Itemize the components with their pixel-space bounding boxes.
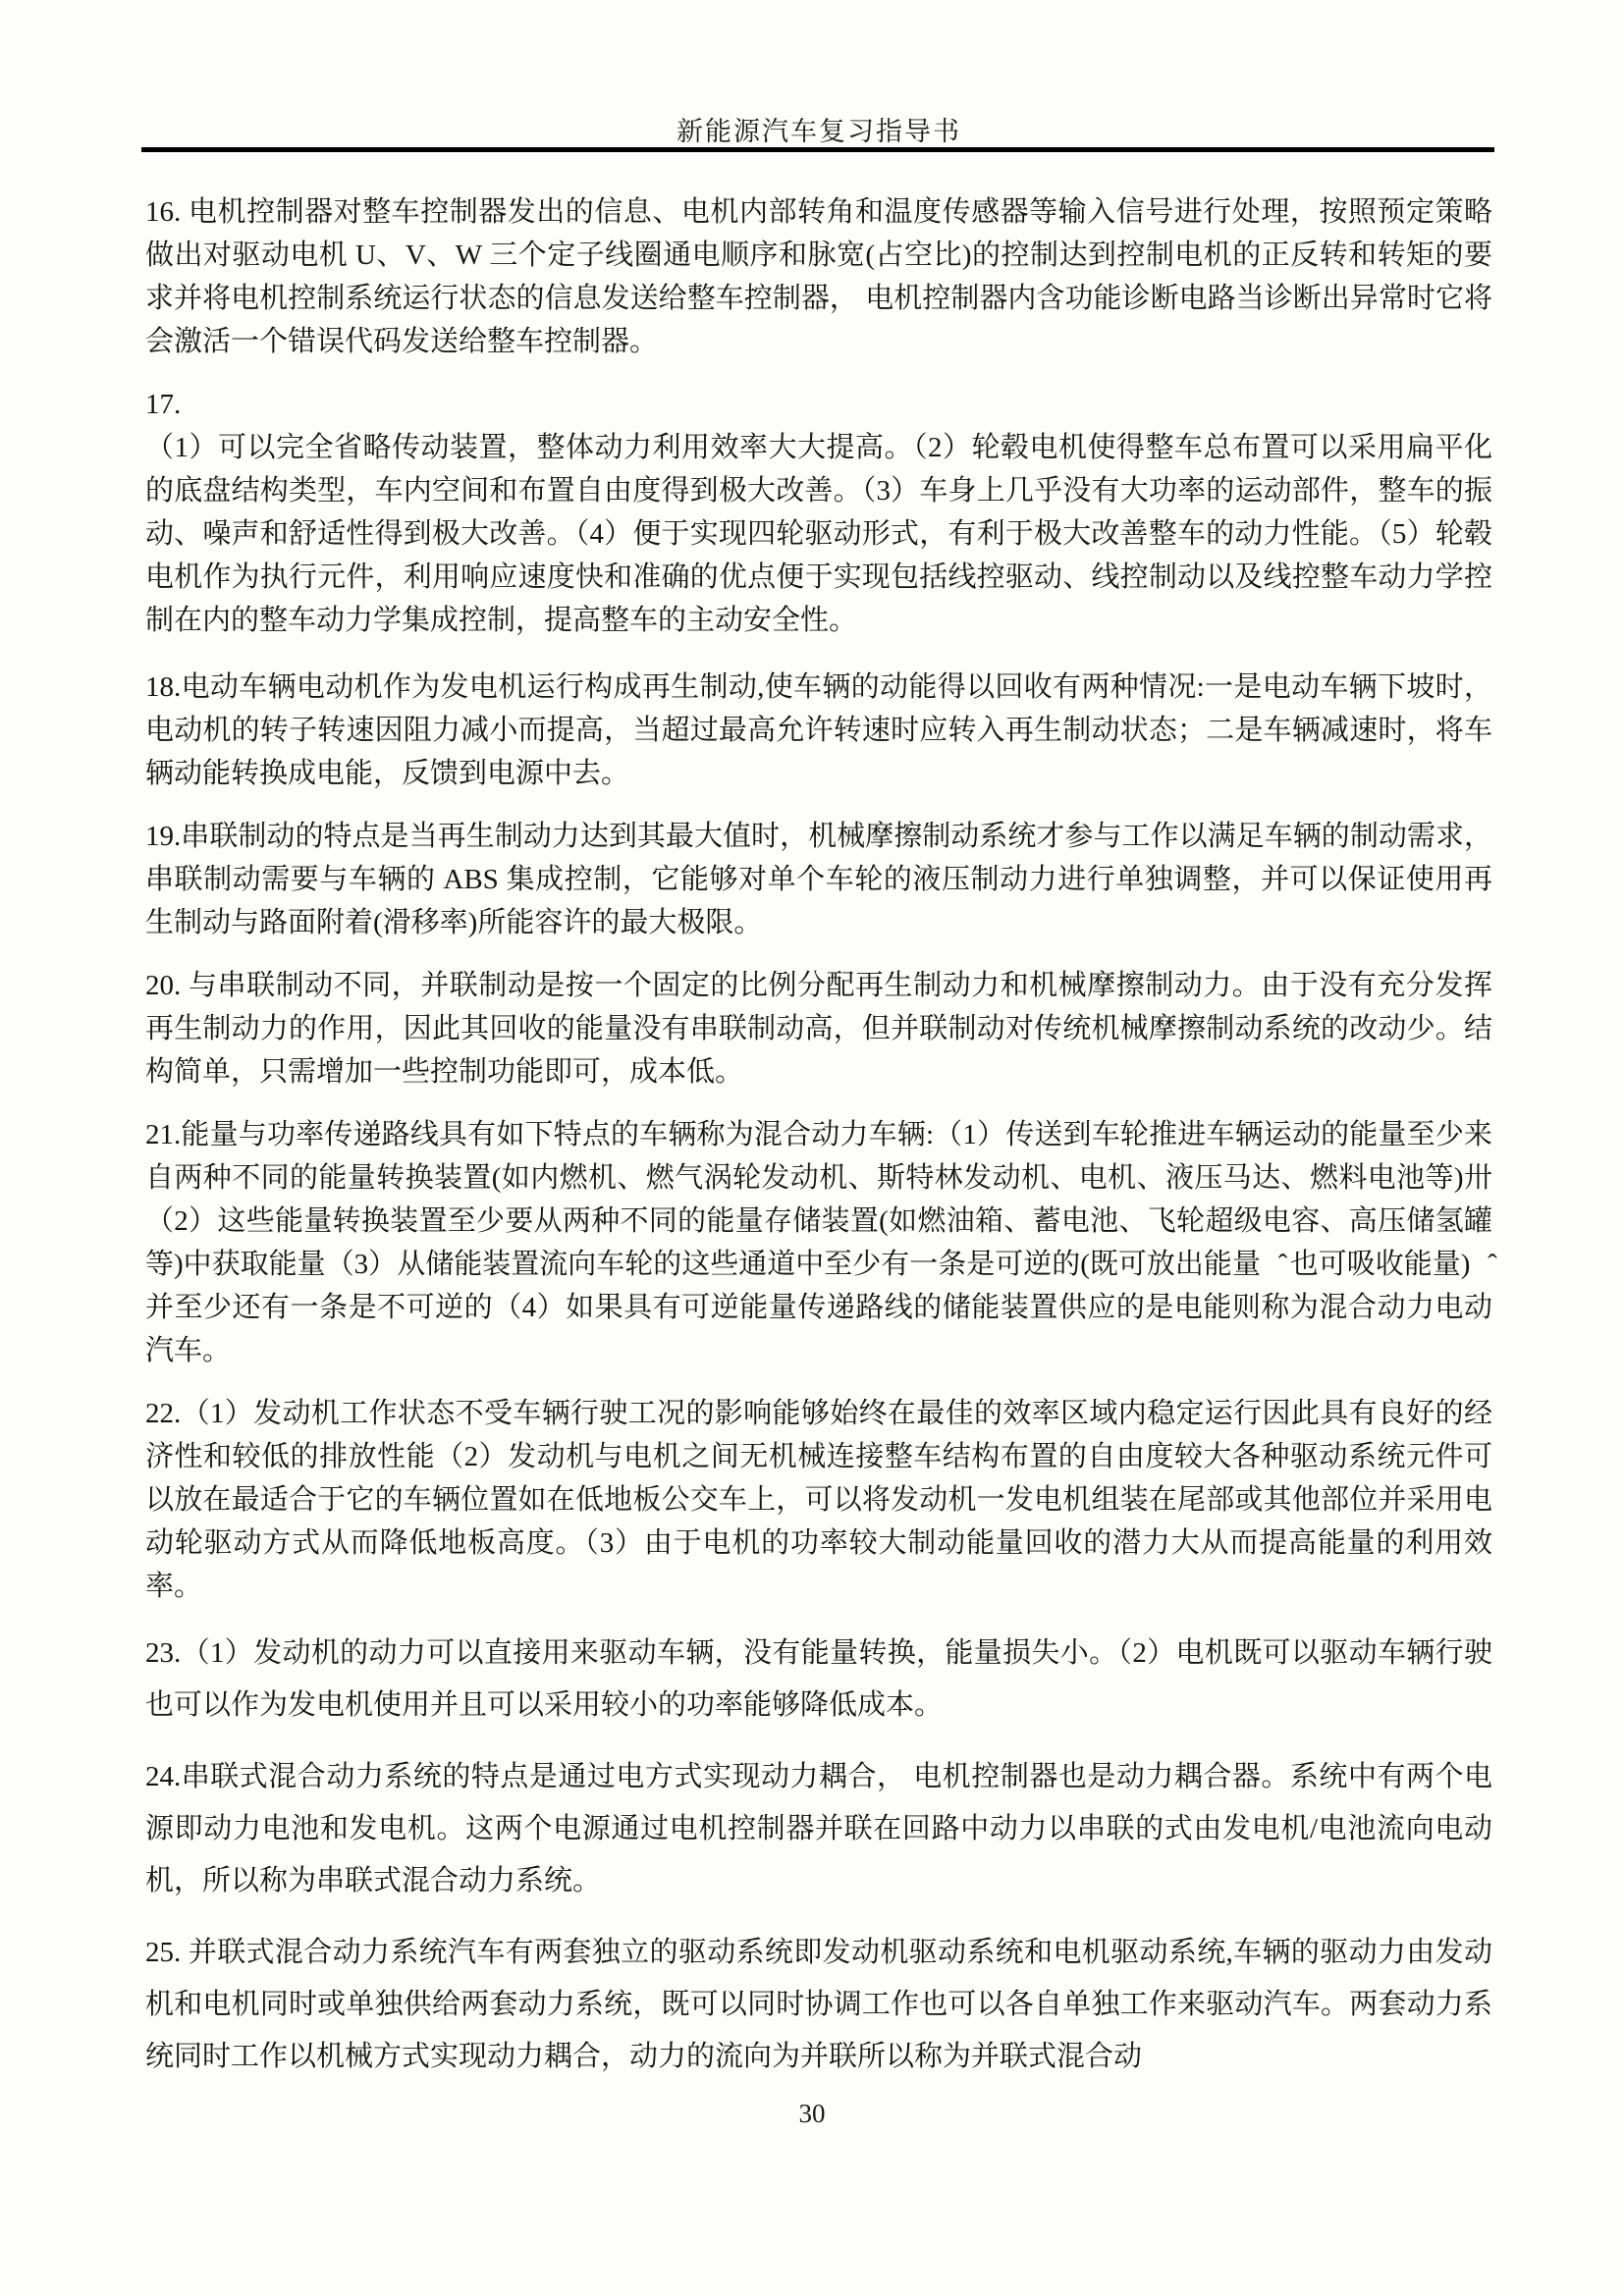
paragraph-22: 22.（1）发动机工作状态不受车辆行驶工况的影响能够始终在最佳的效率区域内稳定运行因此具有良好的经济性和较低的排放性能（2）发动机与电机之间无机械连接整车结构布置的自由度较大各种驱动系统元件可以放在最适合于它的车辆位置如在低地板公交车上，可以将发动机一发电机组装在尾部或其他部位并采用电动轮驱动方式从而降低地板高度。（3）由于电机的功率较大制动能量回收的潜力大从而提高能量的利用效率。 [145,1398,1492,1602]
paragraph-16: 16. 电机控制器对整车控制器发出的信息、电机内部转角和温度传感器等输入信号进行处理，按照预定策略做出对驱动电机 U、V、W 三个定子线圈通电顺序和脉宽(占空比)的控制达到控制电机的正反转和转矩的要求并将电机控制系统运行状态的信息发送给整车控制器， 电机控制器内含功能诊断电路当诊断出异常时它将会激活一个错误代码发送给整车控制器。 [145,196,1492,357]
paragraph-18: 18.电动车辆电动机作为发电机运行构成再生制动,使车辆的动能得以回收有两种情况:一是电动车辆下坡时，电动机的转子转速因阻力减小而提高，当超过最高允许转速时应转入再生制动状态；二是车辆减速时，将车辆动能转换成电能，反馈到电源中去。 [145,671,1492,789]
paragraph-23: 23.（1）发动机的动力可以直接用来驱动车辆，没有能量转换，能量损失小。（2）电机既可以驱动车辆行驶也可以作为发电机使用并且可以采用较小的功率能够降低成本。 [145,1637,1492,1721]
paragraph-17: （1）可以完全省略传动装置，整体动力利用效率大大提高。（2）轮毂电机使得整车总布置可以采用扁平化的底盘结构类型，车内空间和布置自由度得到极大改善。（3）车身上几乎没有大功率的运动部件，整车的振动、噪声和舒适性得到极大改善。（4）便于实现四轮驱动形式，有利于极大改善整车的动力性能。（5）轮毂电机作为执行元件，利用响应速度快和准确的优点便于实现包括线控驱动、线控制动以及线控整车动力学控制在内的整车动力学集成控制，提高整车的主动安全性。 [145,432,1492,636]
page-number: 30 [798,2099,826,2128]
paragraph-17-label: 17. [145,389,182,420]
paragraph-19: 19.串联制动的特点是当再生制动力达到其最大值时，机械摩擦制动系统才参与工作以满足车辆的制动需求，串联制动需要与车辆的 ABS 集成控制，它能够对单个车轮的液压制动力进行单独调整，并可以保证使用再生制动与路面附着(滑移率)所能容许的最大极限。 [145,821,1492,938]
paragraph-25: 25. 并联式混合动力系统汽车有两套独立的驱动系统即发动机驱动系统和电机驱动系统,车辆的驱动力由发动机和电机同时或单独供给两套动力系统，既可以同时协调工作也可以各自单独工作来驱动汽车。两套动力系统同时工作以机械方式实现动力耦合，动力的流向为并联所以称为并联式混合动 [145,1937,1492,2072]
page-body [145,190,1492,2103]
paragraph-21: 21.能量与功率传递路线具有如下特点的车辆称为混合动力车辆:（1）传送到车轮推进车辆运动的能量至少来自两种不同的能量转换装置(如内燃机、燃气涡轮发动机、斯特林发动机、电机、液压马达、燃料电池等)卅 （2）这些能量转换装置至少要从两种不同的能量存储装置(如燃油箱、蓄电池、飞轮超级电容、高压储氢罐等)中获取能量（3）从储能装置流向车轮的这些通道中至少有一条是可逆的(既可放出能量卅̂ 也可吸收能量)卅̂ 并至少还有一条是不可逆的（4）如果具有可逆能量传递路线的储能装置供应的是电能则称为混合动力电动汽车。 [145,1119,1492,1366]
running-header-title: 新能源汽车复习指导书 [677,117,961,146]
paragraph-24: 24.串联式混合动力系统的特点是通过电方式实现动力耦合， 电机控制器也是动力耦合器。系统中有两个电源即动力电池和发电机。这两个电源通过电机控制器并联在回路中动力以串联的式由发电机/电池流向电动机，所以称为串联式混合动力系统。 [145,1761,1492,1896]
header-divider-rule [141,147,1494,152]
paragraph-20: 20. 与串联制动不同，并联制动是按一个固定的比例分配再生制动力和机械摩擦制动力。由于没有充分发挥再生制动力的作用，因此其回收的能量没有串联制动高，但并联制动对传统机械摩擦制动系统的改动少。结构简单，只需增加一些控制功能即可，成本低。 [145,970,1492,1088]
